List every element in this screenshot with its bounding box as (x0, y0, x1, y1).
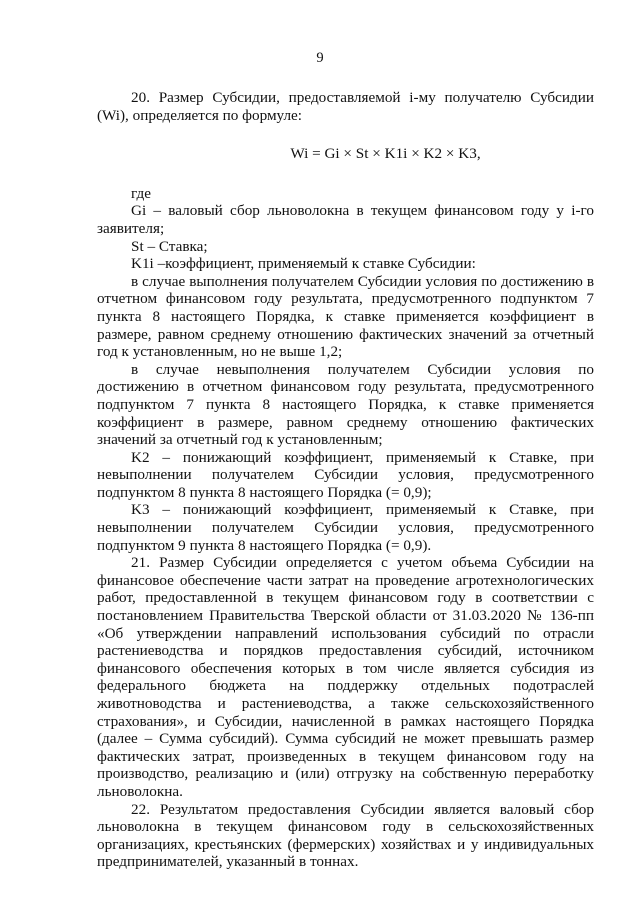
paragraph-21: 21. Размер Субсидии определяется с учетом объема Субсидии на финансовое обеспечение части затрат на проведение агротехнологических работ, предоставленной в текущем финансовом году в соответствии с постановлением Правительства Тверской области от 31.03.2020 № 136-пп «Об утверждении направлений использования субсидий по отрасли растениеводства и порядков предоставления субсидий, источником финансового обеспечения которых в том числе является субсидия из федерального бюджета на поддержку отдельных подотраслей животноводства и растениеводства, а также сельскохозяйственного страхования», и Субсидии, начисленной в рамках настоящего Порядка (далее – Сумма субсидий). Сумма субсидий не может превышать размер фактических затрат, произведенных в текущем финансовом году на производство, реализацию и (или) отгрузку на собственную переработку льноволокна. (97, 554, 594, 800)
k1i-case-fulfilled: в случае выполнения получателем Субсидии условия по достижению в отчетном финансовом году результата, предусмотренного подпунктом 7 пункта 8 настоящего Порядка, к ставке применяется коэффициент в размере, равном среднему отношению фактических значений за отчетный год к установленным, но не выше 1,2; (97, 272, 594, 361)
definition-k1i: K1i –коэффициент, применяемый к ставке Субсидии: (131, 255, 476, 273)
definition-st: St – Ставка; (131, 237, 208, 255)
definition-k2: K2 – понижающий коэффициент, применяемый к Ставке, при невыполнении получателем Субсидии условия, предусмотренного подпунктом 8 пункта 8 настоящего Порядка (= 0,9); (97, 448, 594, 501)
paragraph-22: 22. Результатом предоставления Субсидии является валовый сбор льноволокна в текущем финансовом году в сельскохозяйственных организациях, крестьянских (фермерских) хозяйствах и у индивидуальных предпринимателей, указанный в тоннах. (97, 800, 594, 871)
where-label: где (131, 184, 151, 202)
document-body (97, 89, 594, 871)
k1i-case-unfulfilled: в случае невыполнения получателем Субсидии условия по достижению в отчетном финансовом году результата, предусмотренного подпунктом 7 пункта 8 настоящего Порядка, к ставке применяется коэффициент в размере, равном среднему отношению фактических значений за отчетный год к установленным; (97, 360, 594, 449)
paragraph-20: 20. Размер Субсидии, предоставляемой i-му получателю Субсидии (Wi), определяется по формуле: (97, 89, 594, 124)
definition-k3: K3 – понижающий коэффициент, применяемый к Ставке, при невыполнении получателем Субсидии условия, предусмотренного подпунктом 9 пункта 8 настоящего Порядка (= 0,9). (97, 501, 594, 554)
definition-gi: Gi – валовый сбор льноволокна в текущем финансовом году у i-го заявителя; (97, 202, 594, 237)
page-number: 9 (316, 50, 324, 66)
formula: Wi = Gi × St × K1i × K2 × K3, (290, 145, 481, 163)
